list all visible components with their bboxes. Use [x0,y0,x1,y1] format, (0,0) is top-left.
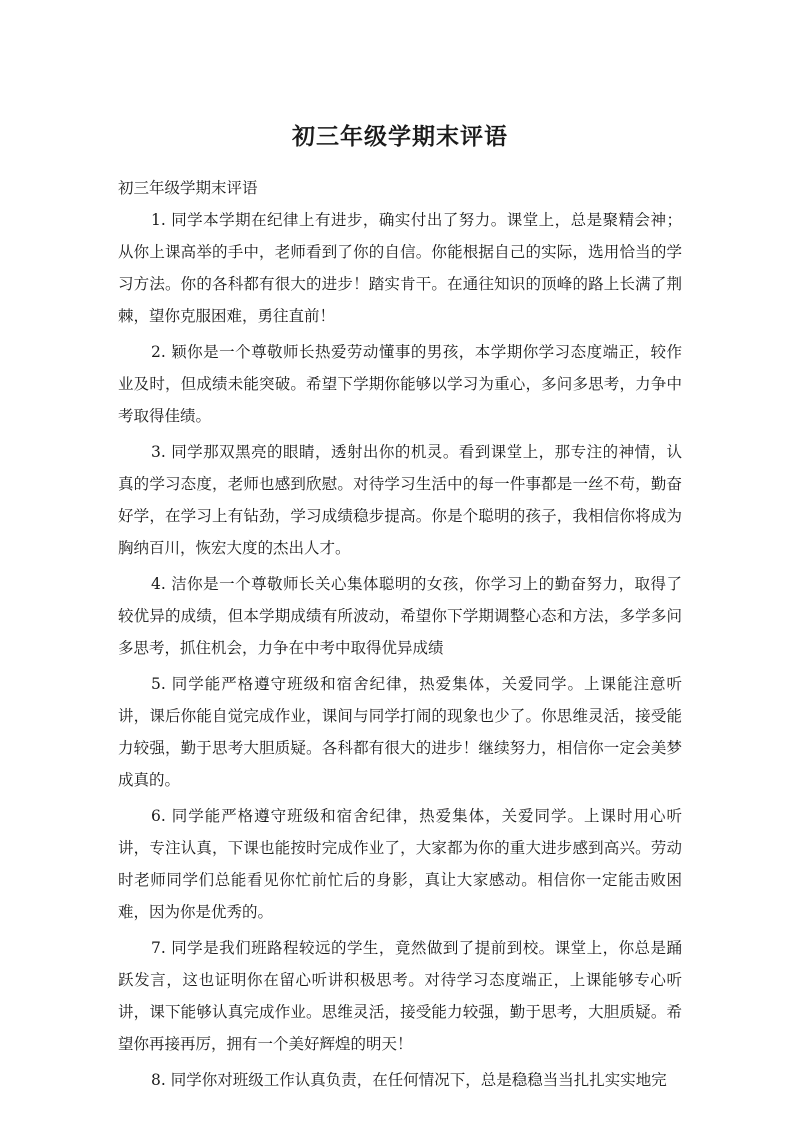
comment-paragraph-3: 3. 同学那双黑亮的眼睛，透射出你的机灵。看到课堂上，那专注的神情，认真的学习态度，老师也感到欣慰。对待学习生活中的每一件事都是一丝不苟，勤奋好学，在学习上有钻劲，学习成绩稳步提高。你是个聪明的孩子，我相信你将成为胸纳百川，恢宏大度的杰出人才。 [118,443,682,557]
comment-paragraph-5: 5. 同学能严格遵守班级和宿舍纪律，热爱集体，关爱同学。上课能注意听讲，课后你能自觉完成作业，课间与同学打闹的现象也少了。你思维灵活，接受能力较强，勤于思考大胆质疑。各科都有很大的进步！继续努力，相信你一定会美梦成真的。 [118,675,682,789]
comment-paragraph-1: 1. 同学本学期在纪律上有进步，确实付出了努力。课堂上，总是聚精会神；从你上课高举的手中，老师看到了你的自信。你能根据自己的实际，选用恰当的学习方法。你的各科都有很大的进步！踏实肯干。在通往知识的顶峰的路上长满了荆棘，望你克服困难，勇往直前！ [118,211,682,325]
comment-paragraph-7: 7. 同学是我们班路程较远的学生，竟然做到了提前到校。课堂上，你总是踊跃发言，这也证明你在留心听讲积极思考。对待学习态度端正，上课能够专心听讲，课下能够认真完成作业。思维灵活，接受能力较强，勤于思考，大胆质疑。希望你再接再厉，拥有一个美好辉煌的明天！ [118,939,682,1053]
comment-paragraph-2: 2. 颖你是一个尊敬师长热爱劳动懂事的男孩，本学期你学习态度端正，较作业及时，但成绩未能突破。希望下学期你能够以学习为重心，多问多思考，力争中考取得佳绩。 [118,343,682,425]
comment-paragraph-6: 6. 同学能严格遵守班级和宿舍纪律，热爱集体，关爱同学。上课时用心听讲，专注认真，下课也能按时完成作业了，大家都为你的重大进步感到高兴。劳动时老师同学们总能看见你忙前忙后的身影，真让大家感动。相信你一定能击败困难，因为你是优秀的。 [118,807,682,921]
document-subtitle: 初三年级学期末评语 [118,179,258,197]
comment-paragraph-4: 4. 洁你是一个尊敬师长关心集体聪明的女孩，你学习上的勤奋努力，取得了较优异的成绩，但本学期成绩有所波动，希望你下学期调整心态和方法，多学多问多思考，抓住机会，力争在中考中取得优异成绩 [118,575,682,657]
comment-paragraph-8: 8. 同学你对班级工作认真负责，在任何情况下，总是稳稳当当扎扎实实地完 [151,1071,667,1089]
document-title: 初三年级学期末评语 [292,124,508,150]
